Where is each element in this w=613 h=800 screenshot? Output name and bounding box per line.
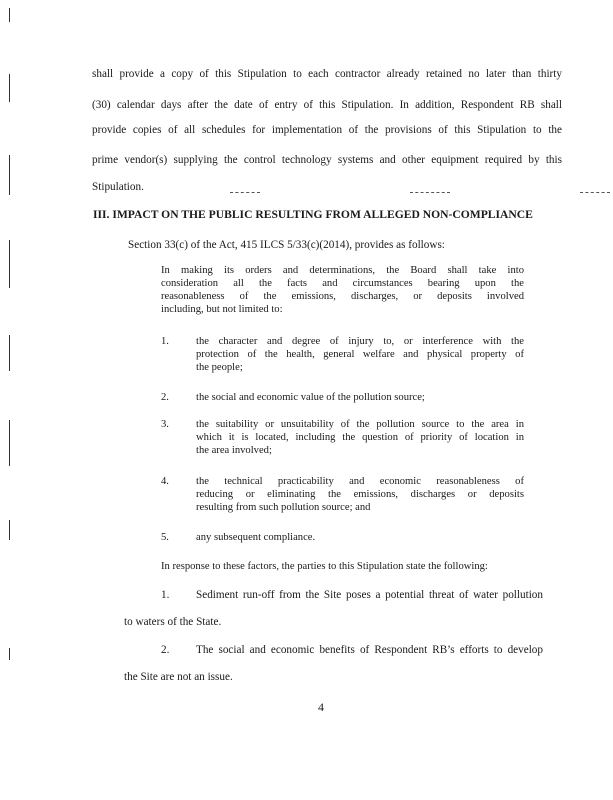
page-number: 4 <box>318 700 324 714</box>
quote-line: consideration all the facts and circumstances bearing upon the <box>161 278 524 289</box>
list-item-line: the area involved; <box>196 445 272 456</box>
section-heading: III. IMPACT ON THE PUBLIC RESULTING FROM ALLEGED NON-COMPLIANCE <box>93 208 533 221</box>
body-line: shall provide a copy of this Stipulation to each contractor already retained no later than thirty <box>92 68 562 80</box>
body-line: prime vendor(s) supplying the control technology systems and other equipment required by this <box>92 154 562 166</box>
body-line: provide copies of all schedules for implementation of the provisions of this Stipulation to the <box>92 124 562 136</box>
margin-mark <box>9 8 10 22</box>
body-line: In response to these factors, the parties to this Stipulation state the following: <box>161 561 488 572</box>
list-number: 3. <box>161 419 169 430</box>
quote-line: reasonableness of the emissions, discharges, or deposits involved <box>161 291 524 302</box>
list-number: 5. <box>161 532 169 543</box>
paragraph-number: 2. <box>161 644 170 656</box>
margin-mark <box>9 155 10 195</box>
body-line: to waters of the State. <box>124 616 222 628</box>
quote-line: including, but not limited to: <box>161 304 283 315</box>
list-item-line: protection of the health, general welfare and physical property of <box>196 349 524 360</box>
scan-artifact <box>410 192 450 194</box>
body-line: Stipulation. <box>92 181 144 193</box>
list-item-line: the people; <box>196 362 243 373</box>
list-number: 2. <box>161 392 169 403</box>
body-line: Section 33(c) of the Act, 415 ILCS 5/33(c)(2014), provides as follows: <box>128 239 445 251</box>
margin-mark <box>9 420 10 466</box>
list-number: 1. <box>161 336 169 347</box>
list-item-line: the social and economic value of the pollution source; <box>196 392 425 403</box>
list-item-line: the technical practicability and economic reasonableness of <box>196 476 524 487</box>
scan-artifact <box>230 192 260 194</box>
list-item-line: any subsequent compliance. <box>196 532 316 543</box>
quote-line: In making its orders and determinations, the Board shall take into <box>161 265 524 276</box>
margin-mark <box>9 648 10 660</box>
paragraph-number: 1. <box>161 589 170 601</box>
list-item-line: the suitability or unsuitability of the pollution source to the area in <box>196 419 524 430</box>
list-item-line: the character and degree of injury to, or interference with the <box>196 336 524 347</box>
list-item-line: resulting from such pollution source; and <box>196 502 371 513</box>
margin-mark <box>9 520 10 540</box>
list-item-line: reducing or eliminating the emissions, discharges or deposits <box>196 489 524 500</box>
scan-artifact <box>580 192 610 194</box>
body-line: (30) calendar days after the date of entry of this Stipulation. In addition, Respondent RB shall <box>92 99 562 111</box>
body-line: Sediment run-off from the Site poses a potential threat of water pollution <box>196 589 543 601</box>
body-line: the Site are not an issue. <box>124 671 233 683</box>
list-item-line: which it is located, including the question of priority of location in <box>196 432 524 443</box>
margin-mark <box>9 240 10 288</box>
body-line: The social and economic benefits of Respondent RB’s efforts to develop <box>196 644 543 656</box>
margin-mark <box>9 74 10 102</box>
margin-mark <box>9 335 10 371</box>
list-number: 4. <box>161 476 169 487</box>
